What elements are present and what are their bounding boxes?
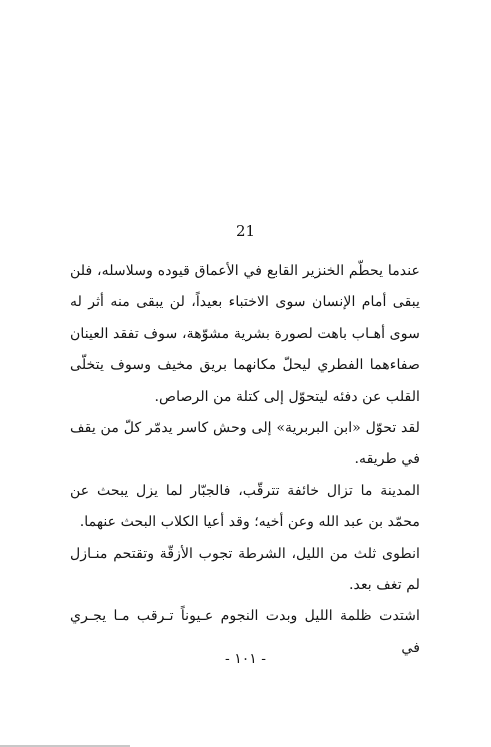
footer-page-number: - ١٠١ -	[225, 651, 266, 667]
paragraph-3: المدينة ما تزال خائفة تترقّب، فالجبّار لما يزل يبحث عن محمّد بن عبد الله وعن أخيه؛ وقد أعيا الكلاب البحث عنهما.	[70, 482, 420, 531]
paragraph-2: لقد تحوّل «ابن البربرية» إلى وحش كاسر يدمّر كلّ من يقف في طريقه.	[70, 420, 420, 468]
paragraph-5: اشتدت ظلمة الليل وبدت النجوم عـيوناً تـرقب مـا يجـري في	[70, 608, 420, 656]
paragraph-4: انطوى ثلث من الليل، الشرطة تجوب الأزقّة وتقتحم منـازل لم تغف بعد.	[70, 545, 420, 594]
margin-page-number: 21	[235, 222, 256, 240]
body-text	[70, 256, 420, 664]
paragraph-1: عندما يحطّم الخنزير القابع في الأعماق قيوده وسلاسله، فلن يبقى أمام الإنسان سوى الاختباء بعيداً، لن يبقى منه أثر له سوى أهـاب باهت لصورة بشرية مشوّهة، سوف تفقد العينان صفاءهما الفطري ليحلّ مكانهما بريق مخيف وسوف يتخلّى القلب عن دفئه ليتحوّل إلى كتلة من الرصاص.	[70, 263, 420, 405]
